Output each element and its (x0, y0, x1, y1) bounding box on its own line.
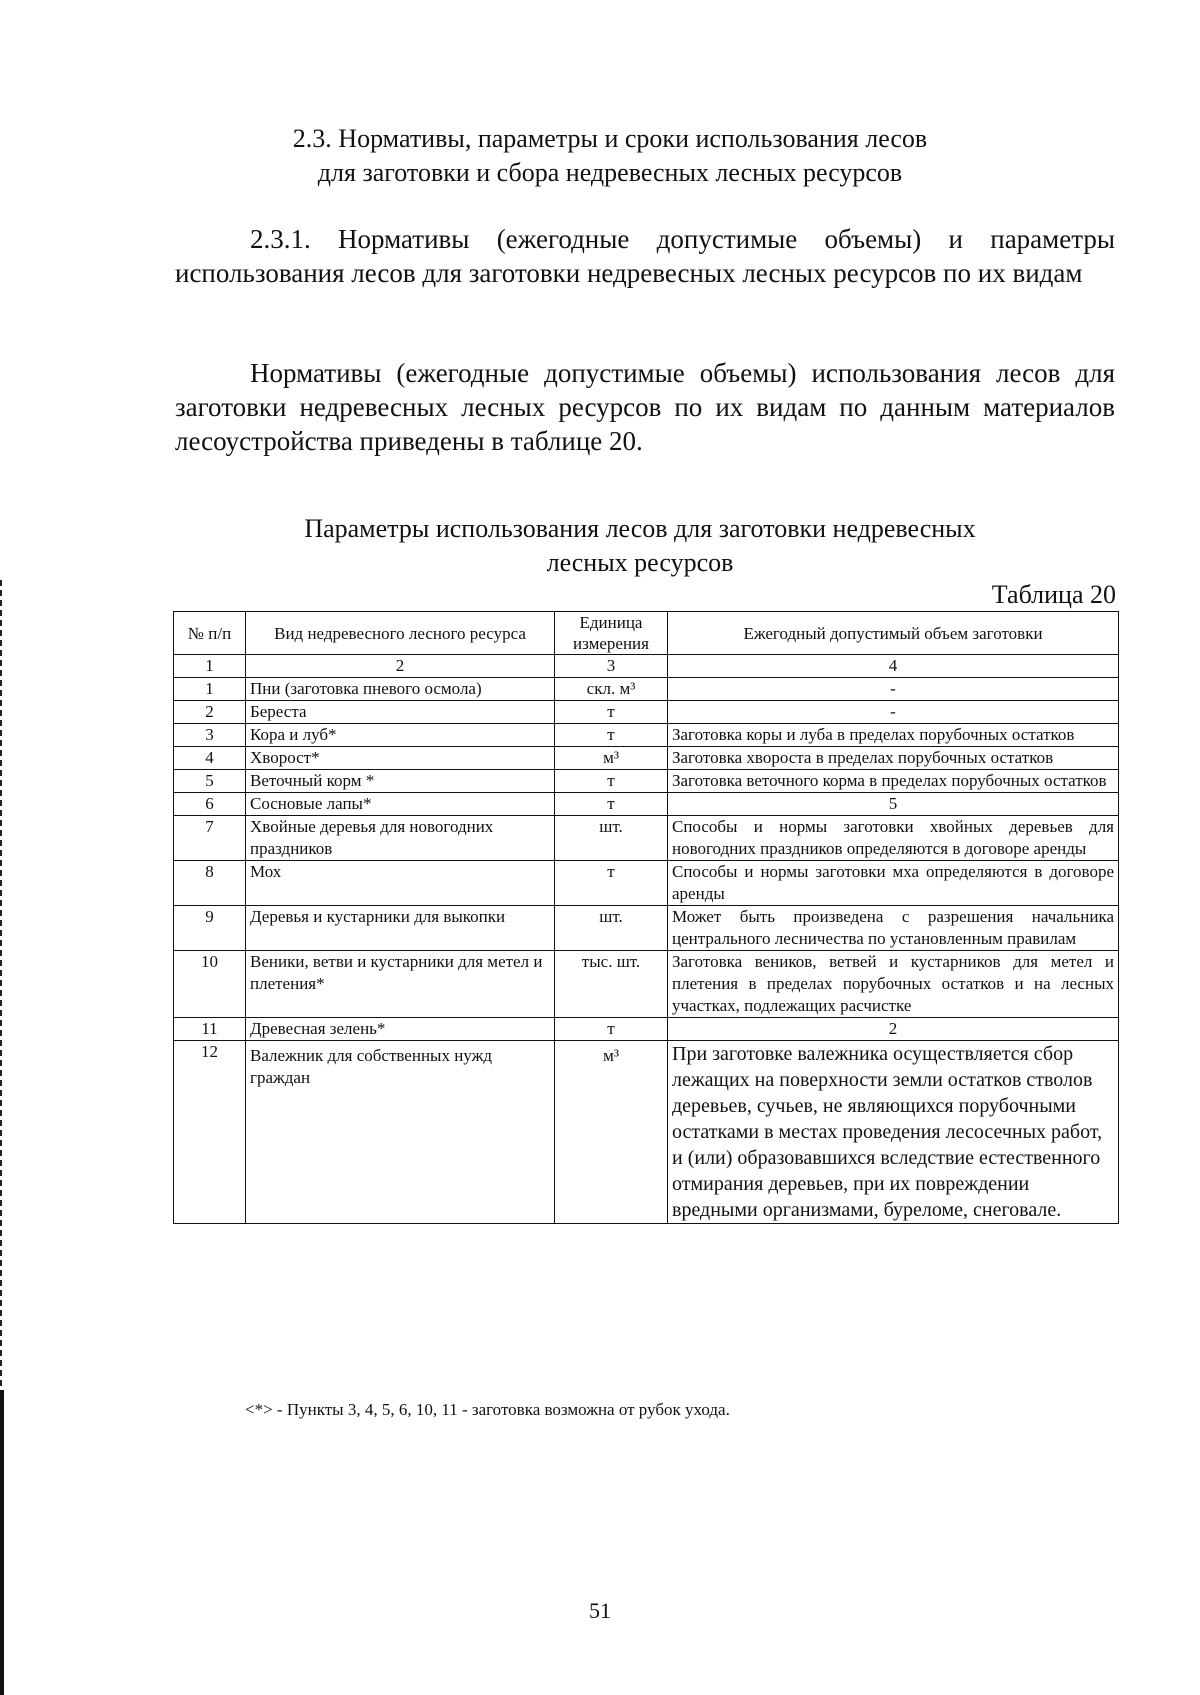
row-volume: 5 (668, 793, 1119, 816)
row-unit: шт. (555, 816, 668, 861)
table-row (174, 906, 1119, 951)
table-caption-line2: лесных ресурсов (546, 548, 734, 577)
table-caption-line1: Параметры использования лесов для заготовки недревесных (304, 514, 976, 543)
row-resource: Береста (246, 701, 555, 724)
row-number: 3 (174, 724, 246, 747)
row-resource: Веники, ветви и кустарники для метел и плетения* (246, 951, 555, 1018)
row-unit: скл. м³ (555, 678, 668, 701)
row-volume: - (668, 701, 1119, 724)
row-resource: Деревья и кустарники для выкопки (246, 906, 555, 951)
row-number: 4 (174, 747, 246, 770)
table-row (174, 793, 1119, 816)
row-resource: Древесная зелень* (246, 1018, 555, 1041)
row-unit: т (555, 861, 668, 906)
table-row (174, 1018, 1119, 1041)
table-row (174, 747, 1119, 770)
row-resource: Хворост* (246, 747, 555, 770)
table-row (174, 678, 1119, 701)
table-row (174, 951, 1119, 1018)
header-unit: Единица измерения (555, 612, 668, 655)
row-unit: т (555, 770, 668, 793)
row-unit: т (555, 1018, 668, 1041)
header-volume: Ежегодный допустимый объем заготовки (668, 612, 1119, 655)
table-row (174, 724, 1119, 747)
section-heading-line1: 2.3. Нормативы, параметры и сроки использования лесов (292, 124, 928, 153)
row-number: 2 (174, 701, 246, 724)
row-resource: Кора и луб* (246, 724, 555, 747)
table-row (174, 861, 1119, 906)
row-number: 1 (174, 678, 246, 701)
row-resource: Пни (заготовка пневого осмола) (246, 678, 555, 701)
table-row (174, 701, 1119, 724)
row-resource: Хвойные деревья для новогодних праздников (246, 816, 555, 861)
table-header-row (174, 612, 1119, 655)
row-number: 12 (174, 1041, 246, 1224)
row-volume: Способы и нормы заготовки мха определяются в договоре аренды (668, 861, 1119, 906)
colnum-cell: 3 (555, 655, 668, 678)
header-resource: Вид недревесного лесного ресурса (246, 612, 555, 655)
section-heading-line2: для заготовки и сбора недревесных лесных ресурсов (317, 158, 903, 187)
row-volume: Заготовка веточного корма в пределах порубочных остатков (668, 770, 1119, 793)
row-resource: Веточный корм * (246, 770, 555, 793)
table-number: Таблица 20 (991, 580, 1116, 609)
table-row (174, 1041, 1119, 1224)
table-row (174, 770, 1119, 793)
row-number: 10 (174, 951, 246, 1018)
row-volume: При заготовке валежника осуществляется сбор лежащих на поверхности земли остатков стволов деревьев, сучьев, не являющихся порубочными остатками в местах проведения лесосечных работ, и (или) образовавшихся вследствие естественного отмирания деревьев, при их повреждении вредными организмами, буреломе, снеговале. (668, 1041, 1119, 1224)
row-unit: шт. (555, 906, 668, 951)
scan-edge-bar (0, 1390, 4, 1695)
row-unit: т (555, 724, 668, 747)
row-volume: Заготовка хвороста в пределах порубочных остатков (668, 747, 1119, 770)
table-row (174, 816, 1119, 861)
row-number: 6 (174, 793, 246, 816)
row-unit: тыс. шт. (555, 951, 668, 1018)
row-number: 7 (174, 816, 246, 861)
row-number: 5 (174, 770, 246, 793)
header-number: № п/п (174, 612, 246, 655)
subsection-paragraph: 2.3.1. Нормативы (ежегодные допустимые объемы) и параметры использования лесов для заготовки недревесных лесных ресурсов по их видам (175, 224, 1115, 288)
row-unit: м³ (555, 747, 668, 770)
table-footnote: <*> - Пункты 3, 4, 5, 6, 10, 11 - заготовка возможна от рубок ухода. (245, 1400, 730, 1419)
row-volume: - (668, 678, 1119, 701)
table-caption (160, 512, 1120, 580)
body-paragraph: Нормативы (ежегодные допустимые объемы) использования лесов для заготовки недревесных лесных ресурсов по их видам по данным материалов лесоустройства приведены в таблице 20. (175, 358, 1115, 456)
row-volume: Заготовка веников, ветвей и кустарников для метел и плетения в пределах порубочных остатков и на лесных участках, подлежащих расчистке (668, 951, 1119, 1018)
colnum-cell: 1 (174, 655, 246, 678)
row-number: 8 (174, 861, 246, 906)
row-unit: т (555, 701, 668, 724)
row-unit: т (555, 793, 668, 816)
resources-table (173, 611, 1119, 1224)
row-volume: 2 (668, 1018, 1119, 1041)
row-number: 9 (174, 906, 246, 951)
table-colnum-row (174, 655, 1119, 678)
row-resource: Мох (246, 861, 555, 906)
row-unit: м³ (555, 1041, 668, 1224)
row-resource: Сосновые лапы* (246, 793, 555, 816)
colnum-cell: 4 (668, 655, 1119, 678)
row-number: 11 (174, 1018, 246, 1041)
colnum-cell: 2 (246, 655, 555, 678)
row-volume: Может быть произведена с разрешения начальника центрального лесничества по установленным правилам (668, 906, 1119, 951)
row-volume: Заготовка коры и луба в пределах порубочных остатков (668, 724, 1119, 747)
row-volume: Способы и нормы заготовки хвойных деревьев для новогодних праздников определяются в договоре аренды (668, 816, 1119, 861)
row-resource: Валежник для собственных нужд граждан (246, 1041, 555, 1224)
page-number: 51 (589, 1598, 611, 1623)
section-heading (160, 122, 1060, 190)
